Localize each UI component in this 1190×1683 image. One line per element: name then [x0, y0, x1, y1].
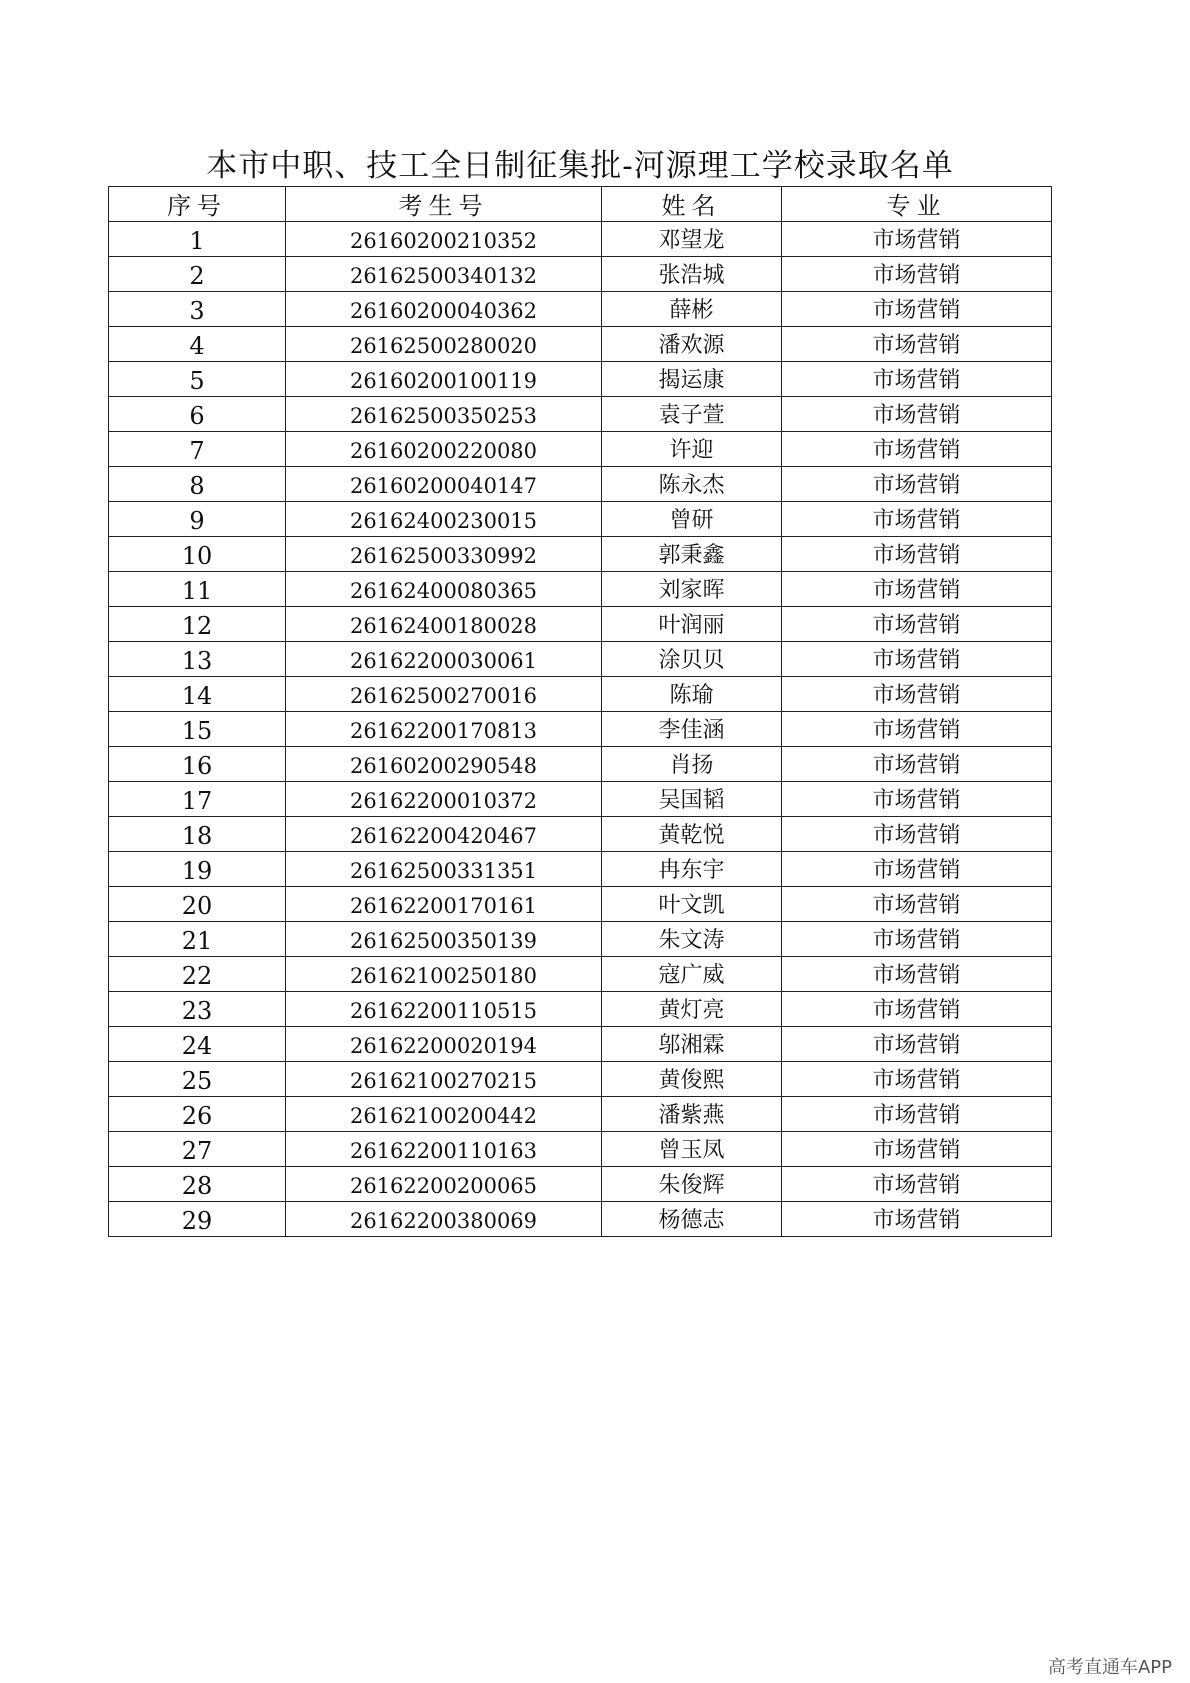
- table-row: [109, 362, 1052, 397]
- cell-major: 市场营销: [782, 292, 1052, 327]
- cell-exam-id: 26162200380069: [286, 1202, 602, 1237]
- cell-exam-id: 26162500350253: [286, 397, 602, 432]
- cell-index: 14: [109, 677, 286, 712]
- cell-name: 许迎: [602, 432, 782, 467]
- cell-exam-id: 26162400080365: [286, 572, 602, 607]
- cell-exam-id: 26162500280020: [286, 327, 602, 362]
- table-row: [109, 397, 1052, 432]
- cell-exam-id: 26162200110163: [286, 1132, 602, 1167]
- cell-index: 18: [109, 817, 286, 852]
- cell-exam-id: 26162200170161: [286, 887, 602, 922]
- cell-major: 市场营销: [782, 432, 1052, 467]
- cell-exam-id: 26162500331351: [286, 852, 602, 887]
- cell-name: 张浩城: [602, 257, 782, 292]
- cell-name: 黄俊熙: [602, 1062, 782, 1097]
- column-header-exam-id: 考生号: [286, 187, 602, 222]
- column-header-name: 姓名: [602, 187, 782, 222]
- cell-exam-id: 26160200040362: [286, 292, 602, 327]
- cell-exam-id: 26162200020194: [286, 1027, 602, 1062]
- table-row: [109, 782, 1052, 817]
- table-row: [109, 957, 1052, 992]
- cell-exam-id: 26162100200442: [286, 1097, 602, 1132]
- table-row: [109, 852, 1052, 887]
- cell-name: 冉东宇: [602, 852, 782, 887]
- table-row: [109, 572, 1052, 607]
- cell-name: 黄乾悦: [602, 817, 782, 852]
- cell-exam-id: 26162500340132: [286, 257, 602, 292]
- cell-index: 27: [109, 1132, 286, 1167]
- cell-major: 市场营销: [782, 677, 1052, 712]
- cell-major: 市场营销: [782, 502, 1052, 537]
- cell-name: 朱俊辉: [602, 1167, 782, 1202]
- cell-major: 市场营销: [782, 922, 1052, 957]
- table-row: [109, 292, 1052, 327]
- table-row: [109, 432, 1052, 467]
- cell-major: 市场营销: [782, 397, 1052, 432]
- table-row: [109, 1132, 1052, 1167]
- cell-index: 29: [109, 1202, 286, 1237]
- cell-name: 叶文凯: [602, 887, 782, 922]
- cell-major: 市场营销: [782, 957, 1052, 992]
- cell-index: 26: [109, 1097, 286, 1132]
- cell-index: 12: [109, 607, 286, 642]
- cell-index: 7: [109, 432, 286, 467]
- cell-index: 20: [109, 887, 286, 922]
- cell-exam-id: 26162200030061: [286, 642, 602, 677]
- table-row: [109, 642, 1052, 677]
- cell-name: 李佳涵: [602, 712, 782, 747]
- cell-name: 潘欢源: [602, 327, 782, 362]
- cell-index: 8: [109, 467, 286, 502]
- cell-major: 市场营销: [782, 467, 1052, 502]
- cell-index: 16: [109, 747, 286, 782]
- table-row: [109, 1167, 1052, 1202]
- cell-exam-id: 26160200210352: [286, 222, 602, 257]
- table-row: [109, 607, 1052, 642]
- cell-major: 市场营销: [782, 712, 1052, 747]
- cell-index: 19: [109, 852, 286, 887]
- cell-name: 刘家晖: [602, 572, 782, 607]
- cell-name: 薛彬: [602, 292, 782, 327]
- cell-index: 1: [109, 222, 286, 257]
- table-row: [109, 537, 1052, 572]
- cell-exam-id: 26162400230015: [286, 502, 602, 537]
- cell-major: 市场营销: [782, 747, 1052, 782]
- cell-major: 市场营销: [782, 537, 1052, 572]
- cell-index: 3: [109, 292, 286, 327]
- cell-index: 10: [109, 537, 286, 572]
- table-row: [109, 327, 1052, 362]
- cell-exam-id: 26160200290548: [286, 747, 602, 782]
- cell-name: 陈永杰: [602, 467, 782, 502]
- cell-name: 邬湘霖: [602, 1027, 782, 1062]
- cell-index: 25: [109, 1062, 286, 1097]
- cell-index: 23: [109, 992, 286, 1027]
- cell-index: 17: [109, 782, 286, 817]
- cell-name: 曾研: [602, 502, 782, 537]
- cell-index: 11: [109, 572, 286, 607]
- table-row: [109, 1062, 1052, 1097]
- cell-exam-id: 26162100270215: [286, 1062, 602, 1097]
- cell-name: 黄灯亮: [602, 992, 782, 1027]
- admission-table: [108, 186, 1052, 1237]
- table-row: [109, 887, 1052, 922]
- cell-name: 寇广威: [602, 957, 782, 992]
- cell-name: 揭运康: [602, 362, 782, 397]
- cell-name: 邓望龙: [602, 222, 782, 257]
- page-title: 本市中职、技工全日制征集批-河源理工学校录取名单: [206, 148, 954, 184]
- cell-exam-id: 26162200200065: [286, 1167, 602, 1202]
- cell-major: 市场营销: [782, 607, 1052, 642]
- cell-name: 潘紫燕: [602, 1097, 782, 1132]
- table-row: [109, 747, 1052, 782]
- table-row: [109, 257, 1052, 292]
- cell-major: 市场营销: [782, 642, 1052, 677]
- cell-exam-id: 26162200170813: [286, 712, 602, 747]
- cell-exam-id: 26162500270016: [286, 677, 602, 712]
- table-row: [109, 992, 1052, 1027]
- table-body: [109, 222, 1052, 1237]
- column-header-index: 序号: [109, 187, 286, 222]
- cell-major: 市场营销: [782, 572, 1052, 607]
- column-header-major: 专业: [782, 187, 1052, 222]
- cell-exam-id: 26162100250180: [286, 957, 602, 992]
- table-row: [109, 467, 1052, 502]
- cell-index: 15: [109, 712, 286, 747]
- cell-major: 市场营销: [782, 852, 1052, 887]
- table-header-row: [109, 187, 1052, 222]
- cell-major: 市场营销: [782, 887, 1052, 922]
- cell-index: 24: [109, 1027, 286, 1062]
- cell-major: 市场营销: [782, 817, 1052, 852]
- cell-name: 杨德志: [602, 1202, 782, 1237]
- cell-major: 市场营销: [782, 1202, 1052, 1237]
- table-row: [109, 1202, 1052, 1237]
- cell-major: 市场营销: [782, 782, 1052, 817]
- cell-name: 朱文涛: [602, 922, 782, 957]
- cell-exam-id: 26162500330992: [286, 537, 602, 572]
- cell-major: 市场营销: [782, 1062, 1052, 1097]
- cell-exam-id: 26162200110515: [286, 992, 602, 1027]
- cell-major: 市场营销: [782, 1132, 1052, 1167]
- cell-name: 曾玉凤: [602, 1132, 782, 1167]
- watermark: 高考直通车APP: [1047, 1657, 1172, 1678]
- table-row: [109, 677, 1052, 712]
- cell-name: 陈瑜: [602, 677, 782, 712]
- cell-index: 21: [109, 922, 286, 957]
- cell-index: 13: [109, 642, 286, 677]
- cell-major: 市场营销: [782, 1167, 1052, 1202]
- cell-name: 涂贝贝: [602, 642, 782, 677]
- cell-name: 叶润丽: [602, 607, 782, 642]
- cell-index: 22: [109, 957, 286, 992]
- cell-exam-id: 26162400180028: [286, 607, 602, 642]
- cell-major: 市场营销: [782, 1097, 1052, 1132]
- cell-name: 袁子萱: [602, 397, 782, 432]
- cell-exam-id: 26160200100119: [286, 362, 602, 397]
- cell-index: 6: [109, 397, 286, 432]
- table-row: [109, 222, 1052, 257]
- table-row: [109, 502, 1052, 537]
- cell-index: 5: [109, 362, 286, 397]
- cell-exam-id: 26160200220080: [286, 432, 602, 467]
- table-row: [109, 1027, 1052, 1062]
- cell-major: 市场营销: [782, 257, 1052, 292]
- cell-name: 吴国韬: [602, 782, 782, 817]
- table-row: [109, 1097, 1052, 1132]
- cell-major: 市场营销: [782, 222, 1052, 257]
- cell-index: 28: [109, 1167, 286, 1202]
- cell-exam-id: 26160200040147: [286, 467, 602, 502]
- table-row: [109, 817, 1052, 852]
- cell-index: 2: [109, 257, 286, 292]
- cell-major: 市场营销: [782, 992, 1052, 1027]
- cell-exam-id: 26162200420467: [286, 817, 602, 852]
- cell-name: 肖扬: [602, 747, 782, 782]
- table-row: [109, 922, 1052, 957]
- cell-exam-id: 26162200010372: [286, 782, 602, 817]
- cell-name: 郭秉鑫: [602, 537, 782, 572]
- table-row: [109, 712, 1052, 747]
- cell-exam-id: 26162500350139: [286, 922, 602, 957]
- cell-index: 4: [109, 327, 286, 362]
- cell-major: 市场营销: [782, 362, 1052, 397]
- cell-major: 市场营销: [782, 327, 1052, 362]
- cell-major: 市场营销: [782, 1027, 1052, 1062]
- cell-index: 9: [109, 502, 286, 537]
